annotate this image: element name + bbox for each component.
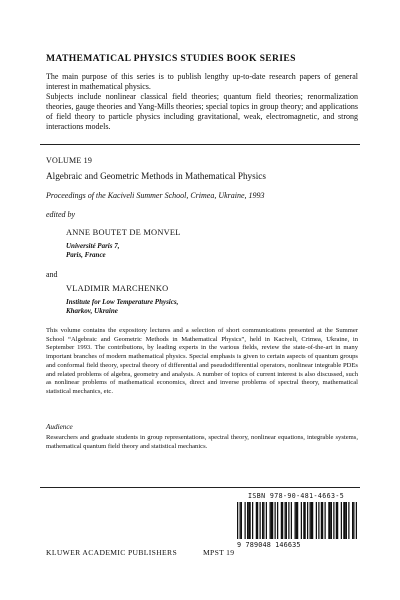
affiliation-line: Paris, France bbox=[66, 251, 106, 259]
affiliation-line: Université Paris 7, bbox=[66, 242, 120, 250]
edited-by-label: edited by bbox=[46, 210, 76, 219]
series-purpose: The main purpose of this series is to publish lengthy up-to-date research papers of general interest in mathematical physics. bbox=[46, 72, 358, 91]
editor-name: VLADIMIR MARCHENKO bbox=[66, 284, 169, 293]
barcode-image bbox=[237, 502, 357, 539]
audience-heading: Audience bbox=[46, 423, 73, 431]
affiliation-line: Institute for Low Temperature Physics, bbox=[66, 298, 179, 306]
publisher-name: KLUWER ACADEMIC PUBLISHERS bbox=[46, 548, 178, 557]
bottom-divider bbox=[40, 487, 360, 488]
and-label: and bbox=[46, 270, 58, 279]
barcode-digits: 9 789048 146635 bbox=[237, 541, 301, 549]
isbn-label: ISBN 978-90-481-4663-5 bbox=[248, 492, 345, 500]
audience-text: Researchers and graduate students in group representations, spectral theory, nonlinear equations, integrable systems, mathematical quantum field theory and statistical mechanics. bbox=[46, 434, 358, 450]
volume-number: VOLUME 19 bbox=[46, 156, 93, 165]
top-divider bbox=[40, 144, 360, 145]
series-title: MATHEMATICAL PHYSICS STUDIES BOOK SERIES bbox=[46, 53, 296, 64]
book-abstract: This volume contains the expository lectures and a selection of short communications presented at the Summer School “Algebraic and Geometric Methods in Mathematical Physics”, held in Kaciveli, Crimea, Ukraine, in September 1993. The contributions, by leading experts in the various fields, review the state-of-the-art in many important branches of modern mathematical physics. Special emphasis is given to certain aspects of quantum groups and conformal field theory, spectral theory of differential and pseudodifferential operators, nonlinear integrable PDEs and related problems of algebra, geometry and analysis. A number of topics of current interest is also discussed, such as nonlinear problems of mathematical economics, direct and inverse problems of spectral theory, mathematical statistical mechanics, etc. bbox=[46, 327, 358, 395]
editor-affiliation bbox=[66, 298, 178, 316]
editor-name: ANNE BOUTET DE MONVEL bbox=[66, 228, 181, 237]
editor-affiliation bbox=[66, 242, 119, 260]
book-title: Algebraic and Geometric Methods in Mathematical Physics bbox=[46, 171, 266, 181]
series-description bbox=[46, 72, 358, 132]
affiliation-line: Kharkov, Ukraine bbox=[66, 307, 118, 315]
series-subjects: Subjects include nonlinear classical field theories; quantum field theories; renormalization theories, gauge theories and Yang-Mills theories; special topics in group theory; and applications of field theory to particle physics including gravitational, weak, electromagnetic, and strong interactions models. bbox=[46, 92, 358, 131]
proceedings-subtitle: Proceedings of the Kaciveli Summer School, Crimea, Ukraine, 1993 bbox=[46, 191, 265, 200]
series-code: MPST 19 bbox=[203, 548, 235, 557]
